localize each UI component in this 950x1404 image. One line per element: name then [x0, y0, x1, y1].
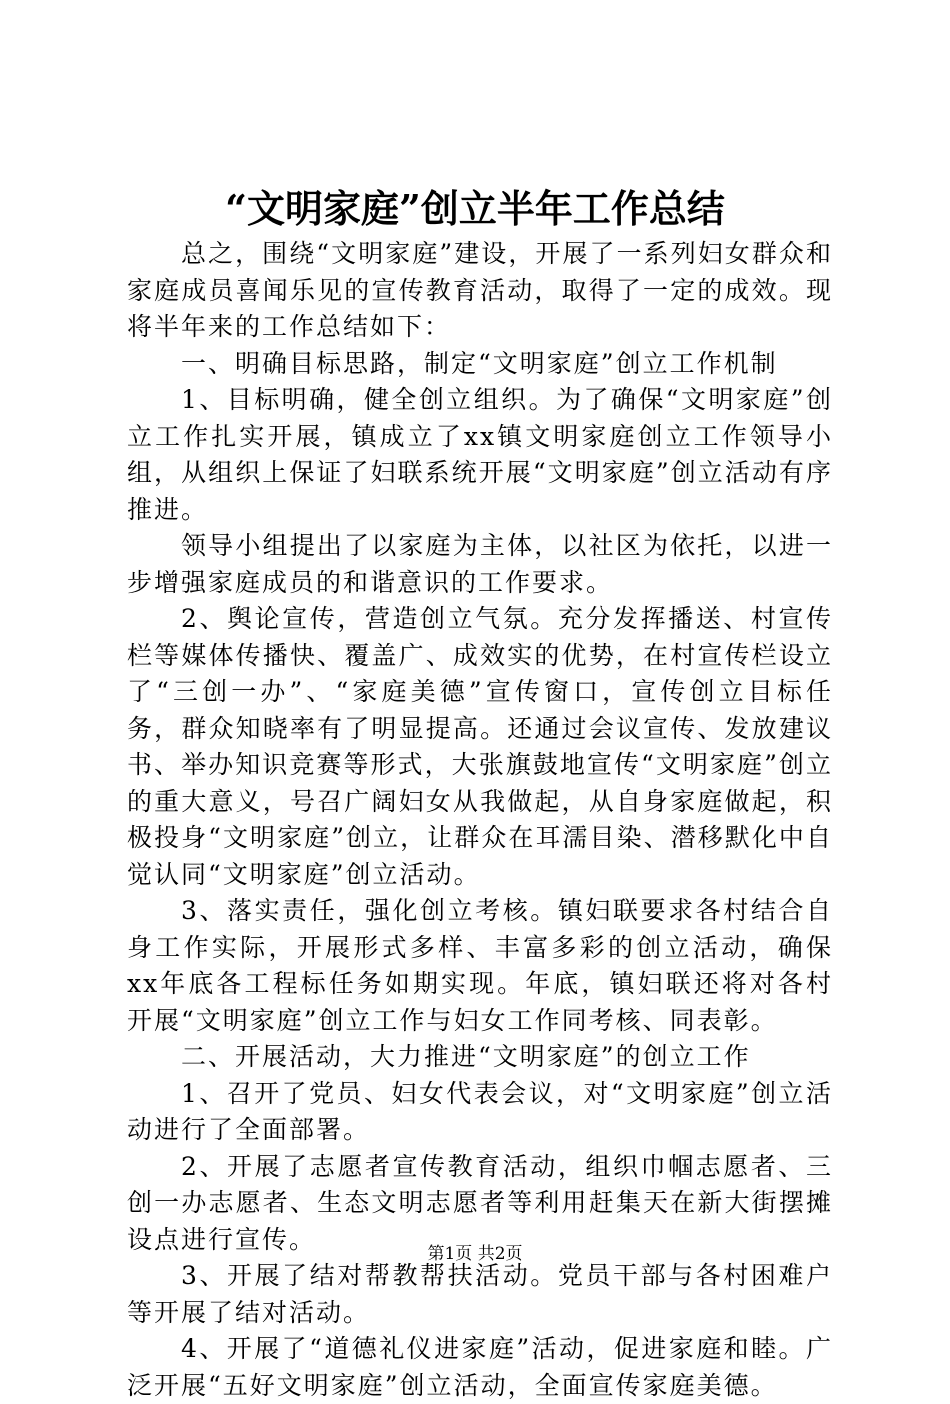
section-heading: 二、开展活动，大力推进“文明家庭”的创立工作 [181, 1042, 751, 1071]
paragraph: 4、开展了“道德礼仪进家庭”活动，促进家庭和睦。广泛开展“五好文明家庭”创立活动，全面宣传家庭美德。 [127, 1334, 833, 1400]
paragraph: 2、开展了志愿者宣传教育活动，组织巾帼志愿者、三创一办志愿者、生态文明志愿者等利用赶集天在新大街摆摊设点进行宣传。 [127, 1151, 833, 1254]
paragraph: 1、目标明确，健全创立组织。为了确保“文明家庭”创立工作扎实开展，镇成立了xx镇文明家庭创立工作领导小组，从组织上保证了妇联系统开展“文明家庭”创立活动有序推进。 [127, 385, 833, 524]
paragraph: 1、召开了党员、妇女代表会议，对“文明家庭”创立活动进行了全面部署。 [127, 1078, 833, 1144]
paragraph: 3、开展了结对帮教帮扶活动。党员干部与各村困难户等开展了结对活动。 [127, 1261, 833, 1327]
paragraph: 2、舆论宣传，营造创立气氛。充分发挥播送、村宣传栏等媒体传播快、覆盖广、成效实的优势，在村宣传栏设立了“三创一办”、“家庭美德”宣传窗口，宣传创立目标任务，群众知晓率有了明显提高。还通过会议宣传、发放建议书、举办知识竞赛等形式，大张旗鼓地宣传“文明家庭”创立的重大意义，号召广阔妇女从我做起，从自身家庭做起，积极投身“文明家庭”创立，让群众在耳濡目染、潜移默化中自觉认同“文明家庭”创立活动。 [127, 604, 833, 889]
document-body [127, 236, 833, 1404]
paragraph: 3、落实责任，强化创立考核。镇妇联要求各村结合自身工作实际，开展形式多样、丰富多彩的创立活动，确保xx年底各工程标任务如期实现。年底，镇妇联还将对各村开展“文明家庭”创立工作与妇女工作同考核、同表彰。 [127, 896, 833, 1035]
page-number: 第1页 共2页 [427, 1244, 523, 1264]
paragraph: 总之，围绕“文明家庭”建设，开展了一系列妇女群众和家庭成员喜闻乐见的宣传教育活动，取得了一定的成效。现将半年来的工作总结如下： [127, 239, 833, 341]
document-title: “文明家庭”创立半年工作总结 [225, 186, 725, 231]
paragraph: 领导小组提出了以家庭为主体，以社区为依托，以进一步增强家庭成员的和谐意识的工作要求。 [127, 531, 833, 597]
section-heading: 一、明确目标思路，制定“文明家庭”创立工作机制 [181, 348, 778, 378]
